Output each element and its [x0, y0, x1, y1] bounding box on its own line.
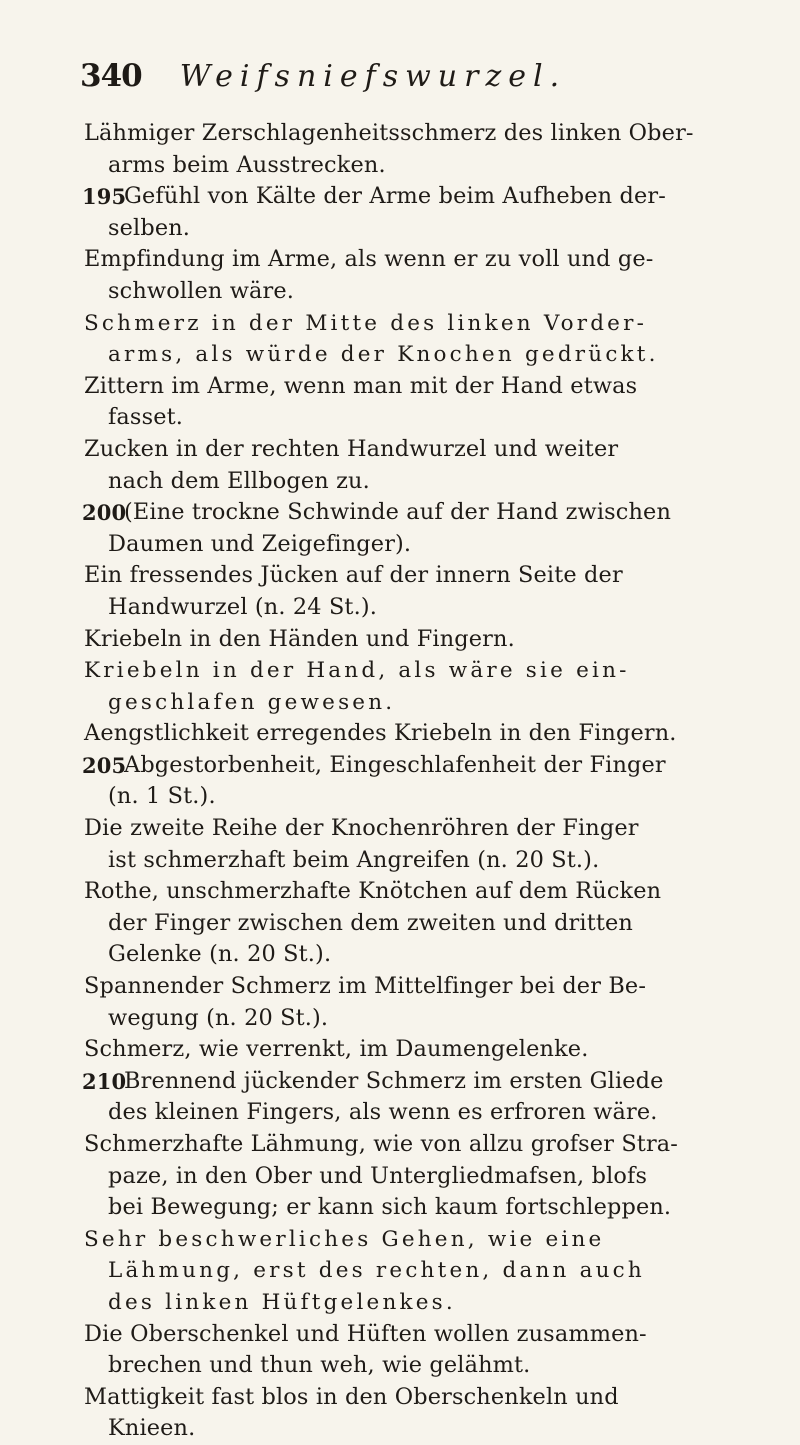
running-title: Weifsniefswurzel.	[179, 59, 567, 94]
page-number: 340	[80, 58, 142, 94]
line-text: Zucken in der rechten Handwurzel und weiter	[84, 435, 619, 462]
text-line	[84, 213, 774, 245]
line-text: Schmerz in der Mitte des linken Vorder-	[84, 310, 648, 336]
line-text: Sehr beschwerliches Gehen, wie eine	[84, 1226, 605, 1252]
text-line	[84, 1161, 774, 1193]
line-text: bei Bewegung; er kann sich kaum fortschleppen.	[108, 1194, 672, 1221]
text-line	[84, 687, 774, 719]
line-text: Abgestorbenheit, Eingeschlafenheit der Finger	[124, 751, 666, 778]
text-line	[84, 971, 774, 1003]
text-line	[84, 466, 774, 498]
line-text: Rothe, unschmerzhafte Knötchen auf dem Rücken	[84, 878, 662, 905]
line-text: brechen und thun weh, wie gelähmt.	[108, 1352, 531, 1379]
text-line	[84, 624, 774, 656]
line-text: arms, als würde der Knochen gedrückt.	[108, 342, 659, 368]
text-line	[84, 1097, 774, 1129]
line-text: nach dem Ellbogen zu.	[108, 467, 370, 494]
line-text: Daumen und Zeigefinger).	[108, 530, 412, 557]
text-line	[84, 718, 774, 750]
text-line	[84, 1003, 774, 1035]
line-text: Ein fressendes Jücken auf der innern Seite der	[84, 562, 623, 589]
line-text: wegung (n. 20 St.).	[108, 1004, 329, 1031]
line-text: Schmerzhafte Lähmung, wie von allzu grofser Stra-	[84, 1131, 679, 1157]
text-line	[84, 1413, 774, 1445]
text-line	[84, 339, 774, 371]
line-text: (n. 1 St.).	[108, 783, 216, 810]
line-text: Gelenke (n. 20 St.).	[108, 941, 332, 968]
line-text: des linken Hüftgelenkes.	[108, 1289, 456, 1315]
text-line	[84, 276, 774, 308]
line-text: schwollen wäre.	[108, 277, 295, 304]
text-line	[84, 1129, 774, 1161]
line-text: Brennend jückender Schmerz im ersten Gliede	[124, 1067, 664, 1094]
line-text: Zittern im Arme, wenn man mit der Hand etwas	[84, 372, 638, 399]
text-line	[84, 1287, 774, 1319]
line-number: 205	[82, 752, 127, 778]
line-text: Kriebeln in den Händen und Fingern.	[84, 625, 515, 652]
line-text: Lähmiger Zerschlagenheitsschmerz des linken Ober-	[84, 120, 694, 146]
text-line	[84, 529, 774, 561]
line-text: Handwurzel (n. 24 St.).	[108, 593, 377, 620]
text-line	[84, 655, 774, 687]
text-line	[84, 118, 774, 150]
text-line	[84, 1350, 774, 1382]
text-line	[84, 560, 774, 592]
line-number: 210	[82, 1068, 127, 1094]
text-line	[84, 402, 774, 434]
line-number: 195	[82, 184, 127, 210]
text-line	[84, 592, 774, 624]
line-text: (Eine trockne Schwinde auf der Hand zwischen	[124, 499, 672, 526]
text-line	[84, 845, 774, 877]
text-line	[84, 750, 774, 782]
line-text: Aengstlichkeit erregendes Kriebeln in den Fingern.	[84, 720, 677, 747]
line-text: selben.	[108, 214, 191, 241]
line-text: paze, in den Ober und Untergliedmafsen, blofs	[108, 1162, 648, 1189]
line-text: Kriebeln in der Hand, als wäre sie ein-	[84, 658, 630, 684]
line-number: 200	[82, 500, 127, 526]
line-text: Lähmung, erst des rechten, dann auch	[108, 1258, 645, 1284]
line-text: des kleinen Fingers, als wenn es erfroren wäre.	[108, 1099, 658, 1126]
line-text: ist schmerzhaft beim Angreifen (n. 20 St.).	[108, 846, 600, 873]
text-line	[84, 497, 774, 529]
line-text: Spannender Schmerz im Mittelfinger bei der Be-	[84, 973, 647, 1000]
text-line	[84, 181, 774, 213]
line-text: Mattigkeit fast blos in den Oberschenkeln und	[84, 1383, 619, 1410]
text-line	[84, 434, 774, 466]
line-text: Empfindung im Arme, als wenn er zu voll und ge-	[84, 246, 654, 273]
line-text: Die zweite Reihe der Knochenröhren der Finger	[84, 815, 639, 842]
line-text: fasset.	[108, 404, 184, 431]
line-text: Gefühl von Kälte der Arme beim Aufheben der-	[124, 183, 666, 210]
text-line	[84, 1192, 774, 1224]
text-line	[84, 1066, 774, 1098]
page-body	[84, 118, 774, 1445]
line-text: arms beim Ausstrecken.	[108, 151, 386, 178]
page-header	[80, 58, 566, 102]
text-line	[84, 781, 774, 813]
text-line	[84, 1224, 774, 1256]
text-line	[84, 1255, 774, 1287]
line-text: Knieen.	[108, 1415, 196, 1442]
text-line	[84, 813, 774, 845]
text-line	[84, 939, 774, 971]
text-line	[84, 308, 774, 340]
line-text: Die Oberschenkel und Hüften wollen zusammen-	[84, 1320, 647, 1347]
line-text: der Finger zwischen dem zweiten und dritten	[108, 909, 633, 936]
text-line	[84, 908, 774, 940]
text-line	[84, 150, 774, 182]
text-line	[84, 371, 774, 403]
text-line	[84, 244, 774, 276]
line-text: geschlafen gewesen.	[108, 689, 396, 715]
line-text: Schmerz, wie verrenkt, im Daumengelenke.	[84, 1036, 589, 1063]
text-line	[84, 876, 774, 908]
text-line	[84, 1034, 774, 1066]
text-line	[84, 1319, 774, 1351]
